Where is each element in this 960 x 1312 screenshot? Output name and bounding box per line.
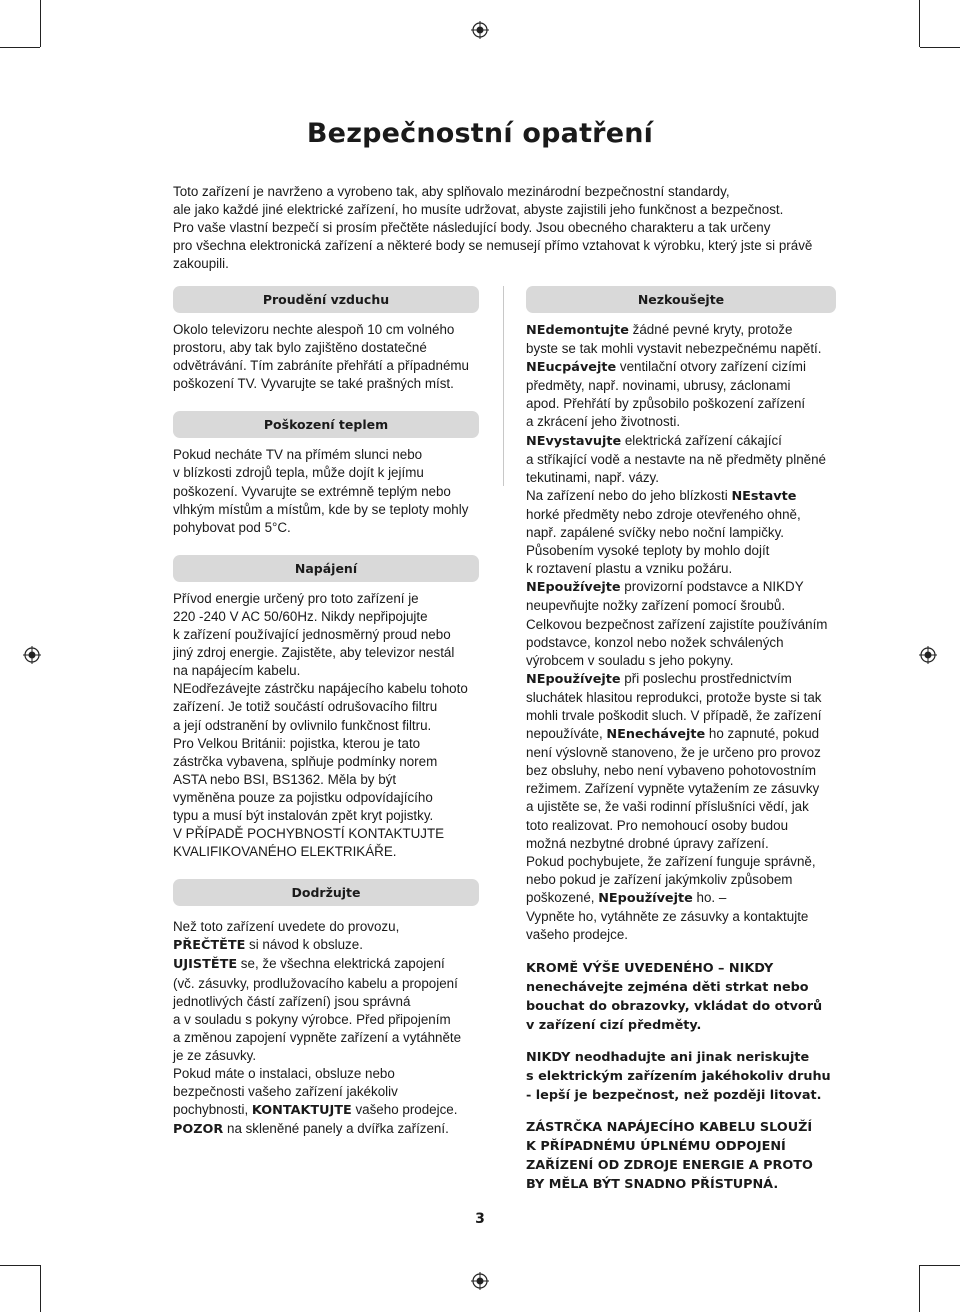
text-line: a zkrácení jeho životnosti. (526, 414, 681, 430)
text-line: poškození. Vyvarujte se extrémně teplým nebo (173, 483, 451, 499)
text-line: v zařízení cizí předměty. (526, 1018, 702, 1034)
text-run: si návod k obsluze. (245, 937, 363, 953)
spacer (173, 861, 479, 879)
emphasis: UJISTĚTE (173, 957, 238, 973)
text-line: toto realizovat. Pro nemohoucí osoby budou (526, 817, 789, 833)
text-line: a stříkající vodě a nestavte na ně předměty plněné (526, 451, 826, 467)
text-line: BY MĚLA BÝT SNADNO PŘÍSTUPNÁ. (526, 1177, 779, 1193)
text-line: KROMĚ VÝŠE UVEDENÉHO – NIKDY (526, 961, 774, 977)
section-heat-text (173, 446, 479, 536)
text-line: na napájecím kabelu. (173, 663, 301, 679)
emphasis: POZOR (173, 1122, 224, 1138)
text-line (526, 321, 836, 340)
text-line: Pro Velkou Británii: pojistka, kterou je tato (173, 735, 421, 751)
emphasis: NEnechávejte (606, 727, 706, 743)
text-line: ASTA nebo BSI, BS1362. Měla by být (173, 771, 397, 787)
text-line: a v souladu s pokyny výrobce. Před připojením (173, 1011, 451, 1027)
text-line: poškození TV. Vyvarujte se také prašných míst. (173, 376, 454, 392)
text-line: pohybovat pod 5°C. (173, 519, 291, 535)
text-line: Přívod energie určený pro toto zařízení je (173, 590, 419, 606)
text-line: (vč. zásuvky, prodlužovacího kabelu a propojení (173, 975, 458, 991)
text-line: např. zapálené svíčky nebo noční lampičky. (526, 525, 785, 541)
crop-mark (920, 47, 960, 48)
text-line: bouchat do obrazovky, vkládat do otvorů (526, 999, 823, 1015)
text-line: Působením vysoké teploty by mohlo dojít (526, 543, 770, 559)
text-line: odvětrávání. Tím zabráníte přehřátí a případnému (173, 358, 469, 374)
crop-mark (919, 0, 920, 47)
text-line: ZAŘÍZENÍ OD ZDROJE ENERGIE A PROTO (526, 1158, 813, 1174)
text-line: NEodřezávejte zástrčku napájecího kabelu tohoto (173, 681, 468, 697)
section-heading-observe: Dodržujte (173, 879, 479, 906)
left-column (173, 286, 479, 1139)
text-line: jiný zdroj energie. Zajistěte, aby televizor nestál (173, 645, 455, 661)
text-line: Pokud pochybujete, že zařízení funguje správně, (526, 853, 816, 869)
spacer (173, 393, 479, 411)
text-line: Okolo televizoru nechte alespoň 10 cm volného (173, 322, 455, 337)
crop-mark (919, 1265, 920, 1312)
registration-mark-icon (471, 21, 489, 39)
text-line: k zařízení používající jednosměrný proud nebo (173, 627, 451, 643)
text-line: a změnou zapojení vypněte zařízení a vytáhněte (173, 1029, 462, 1045)
text-run: ventilační otvory zařízení cizími (616, 359, 806, 375)
text-line: nebo pokud je zařízení jakýmkoliv způsobem (526, 871, 793, 887)
emphasis: KONTAKTUJTE (251, 1103, 352, 1119)
crop-mark (40, 0, 41, 47)
text-line: s elektrickým zařízením jakéhokoliv druhu (526, 1069, 831, 1085)
text-line (173, 1101, 479, 1120)
text-line: - lepší je bezpečnost, než později litovat. (526, 1088, 822, 1104)
text-line: ZÁSTRČKA NAPÁJECÍHO KABELU SLOUŽÍ (526, 1120, 813, 1136)
text-line: k roztavení plastu a vzniku požáru. (526, 561, 733, 577)
text-line: Pokud máte o instalaci, obsluze nebo (173, 1066, 395, 1081)
text-line: nenechávejte zejména děti strkat nebo (526, 980, 809, 996)
text-line (526, 578, 836, 597)
text-line: jednotlivých částí zařízení) jsou správná (173, 993, 411, 1009)
text-line (526, 889, 836, 908)
text-line: NIKDY neodhadujte ani jinak neriskujte (526, 1050, 810, 1066)
spacer (173, 537, 479, 555)
registration-mark-icon (919, 646, 937, 664)
text-run: vašeho prodejce. (351, 1102, 458, 1118)
page-number: 3 (475, 1211, 485, 1227)
text-line: V PŘÍPADĚ POCHYBNOSTÍ KONTAKTUJTE (173, 826, 445, 842)
text-line: a její odstranění by ovlivnilo funkčnost filtru. (173, 717, 432, 733)
text-line (526, 725, 836, 744)
intro-line: Toto zařízení je navrženo a vyrobeno tak, aby splňovalo mezinárodní bezpečnostní standardy, (173, 184, 730, 199)
text-line: podstavce, konzol nebo nožek schválených (526, 634, 784, 650)
section-heading-airflow: Proudění vzduchu (173, 286, 479, 313)
warning-children (526, 959, 836, 1035)
text-line: apod. Přehřátí by způsobilo poškození zařízení (526, 396, 806, 412)
text-line: prostoru, aby tak bylo zajištěno dostatečné (173, 340, 427, 356)
intro-line: Pro vaše vlastní bezpečí si prosím přečtěte následující body. Jsou obecného charakteru a tak určeny (173, 220, 771, 235)
text-line: režimem. Zařízení vypněte vytažením ze zásuvky (526, 781, 820, 797)
registration-mark-icon (471, 1272, 489, 1290)
text-line: vašeho prodejce. (526, 927, 628, 943)
emphasis: NEpoužívejte (526, 580, 621, 596)
text-line: neupevňujte nožky zařízení pomocí šroubů. (526, 598, 786, 614)
text-run: Na zařízení nebo do jeho blízkosti (526, 487, 732, 503)
text-run: provizorní podstavce a NIKDY (620, 579, 804, 595)
section-heading-dont-try: Nezkoušejte (526, 286, 836, 313)
emphasis: NEucpávejte (526, 360, 617, 376)
intro-line: ale jako každé jiné elektrické zařízení, ho musíte udržovat, abyste zajistili jeho funkčnost a bezpečnost. (173, 202, 784, 217)
text-line (173, 955, 479, 974)
text-line (173, 1120, 479, 1139)
section-airflow-text (173, 321, 479, 393)
section-heading-heat: Poškození teplem (173, 411, 479, 438)
text-line: bezpečnosti vašeho zařízení jakékoliv (173, 1084, 398, 1100)
emphasis: NEdemontujte (526, 323, 629, 338)
text-line: vlhkým místům a místům, kde by se teploty mohly (173, 501, 469, 517)
text-line: Pokud necháte TV na přímém slunci nebo (173, 447, 423, 463)
column-divider (503, 286, 504, 486)
section-observe-text (173, 918, 479, 1139)
section-dont-try-text (526, 321, 836, 944)
text-line: tekutinami, např. vázy. (526, 469, 659, 485)
registration-mark-icon (23, 646, 41, 664)
text-line: mohli trvale poškodit sluch. V případě, že zařízení (526, 707, 822, 723)
text-line: výrobcem v souladu s jeho pokyny. (526, 652, 734, 668)
text-line: v blízkosti zdrojů tepla, může dojít k jejímu (173, 465, 424, 481)
text-line: bez obsluhy, nebo není vybaveno pohotovostním (526, 763, 817, 779)
text-line: není výslovně stanoveno, že je určeno pro provoz (526, 745, 821, 761)
text-line: je ze zásuvky. (173, 1047, 257, 1063)
text-run: ho zapnuté, pokud (705, 726, 820, 742)
crop-mark (40, 1265, 41, 1312)
text-line (526, 487, 836, 506)
emphasis: NEpoužívejte (526, 671, 621, 687)
emphasis: PŘEČTĚTE (173, 938, 246, 954)
text-line: zástrčka vybavena, splňuje podmínky norem (173, 753, 438, 769)
text-run: žádné pevné kryty, protože (628, 322, 793, 337)
text-line: byste se tak mohli vystavit nebezpečnému napětí. (526, 341, 822, 357)
emphasis: NEvystavujte (526, 433, 622, 449)
text-line: 220 -240 V AC 50/60Hz. Nikdy nepřipojujte (173, 608, 428, 624)
crop-mark (0, 1265, 40, 1266)
intro-line: zakoupili. (173, 256, 229, 271)
page-title: Bezpečnostní opatření (306, 118, 654, 149)
text-line (526, 358, 836, 377)
crop-mark (920, 1265, 960, 1266)
text-line (526, 670, 836, 689)
text-line: zařízení. Je totiž součástí odrušovacího filtru (173, 699, 438, 715)
text-line: Celkovou bezpečnost zařízení zajistíte používáním (526, 616, 828, 632)
text-line (173, 936, 479, 955)
emphasis: NEpoužívejte (598, 890, 693, 906)
text-line: Než toto zařízení uvedete do provozu, (173, 919, 400, 935)
text-run: pochybnosti, (173, 1102, 252, 1118)
text-line: horké předměty nebo zdroje otevřeného ohně, (526, 506, 801, 522)
text-run: na skleněné panely a dvířka zařízení. (223, 1121, 449, 1137)
text-run: elektrická zařízení cákající (621, 432, 782, 448)
section-heading-power: Napájení (173, 555, 479, 582)
right-column (526, 286, 836, 1194)
text-run: nepoužíváte, (526, 726, 607, 742)
intro-paragraph (173, 183, 835, 273)
text-run: se, že všechna elektrická zapojení (237, 956, 445, 972)
text-line: KVALIFIKOVANÉHO ELEKTRIKÁŘE. (173, 844, 397, 860)
text-line: a ujistěte se, že vaši rodinní příslušníci vědí, jak (526, 799, 809, 815)
text-line: Vypněte ho, vytáhněte ze zásuvky a kontaktujte (526, 909, 809, 924)
warning-plug-disconnect (526, 1118, 836, 1194)
emphasis: NEstavte (731, 488, 797, 504)
text-line (526, 432, 836, 451)
section-power-text (173, 590, 479, 861)
text-run: ho. – (692, 889, 727, 905)
text-line: možná nezbytné drobné úpravy zařízení. (526, 835, 769, 851)
text-line: vyměněna pouze za pojistku odpovídajícího (173, 789, 433, 805)
text-line: typu a musí být instalován zpět kryt pojistky. (173, 807, 434, 823)
intro-line: pro všechna elektronická zařízení a některé body se nemusejí přímo vztahovat k výrobku, který jste si právě (173, 238, 813, 253)
text-run: poškozené, (526, 889, 599, 905)
warning-never-risk (526, 1048, 836, 1105)
text-run: při poslechu prostřednictvím (620, 670, 792, 686)
crop-mark (0, 47, 40, 48)
text-line: K PŘÍPADNÉMU ÚPLNÉMU ODPOJENÍ (526, 1139, 786, 1155)
text-line: předměty, např. novinami, ubrusy, záclonami (526, 378, 791, 394)
text-line: sluchátek hlasitou reprodukci, protože byste si tak (526, 689, 822, 705)
